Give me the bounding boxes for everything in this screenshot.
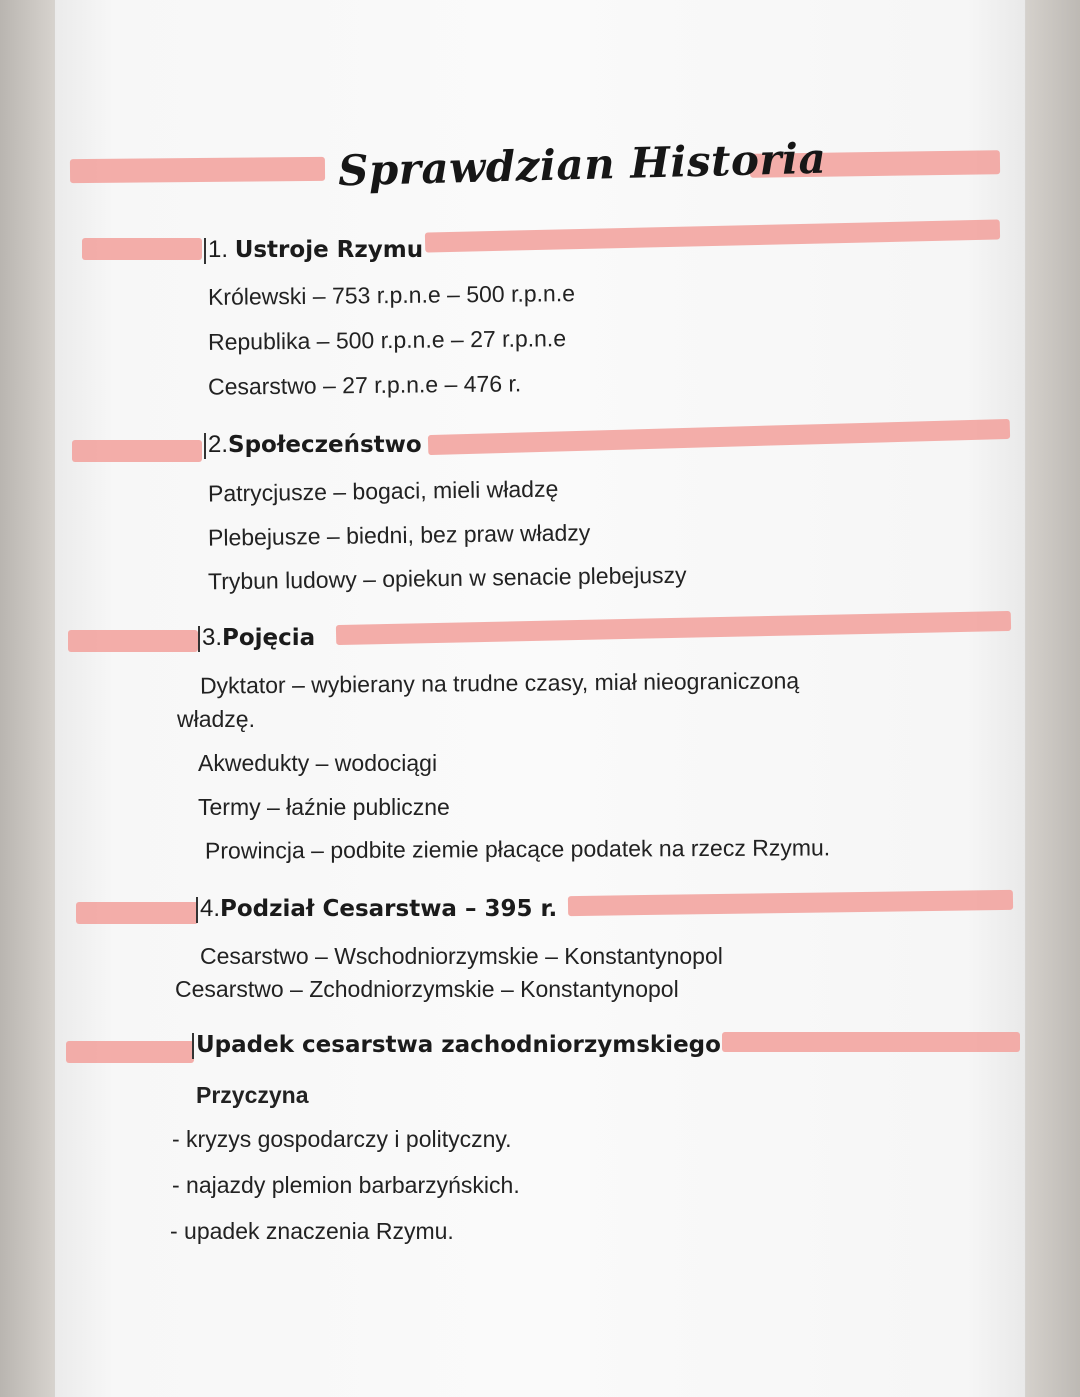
- page-title: Sprawdzian Historia: [337, 133, 827, 196]
- section-5-heading: [192, 1031, 721, 1059]
- section-4-item: Cesarstwo – Wschodniorzymskie – Konstantynopol: [200, 943, 723, 969]
- section-5-highlight-right: [722, 1032, 1020, 1052]
- section-3-title: Pojęcia: [222, 625, 316, 651]
- section-1-number: 1.: [208, 236, 229, 263]
- text-cursor: [198, 626, 200, 652]
- section-1-item: Republika – 500 r.p.n.e – 27 r.p.n.e: [207, 325, 567, 355]
- section-2-heading: [204, 431, 422, 459]
- section-5-highlight-left: [66, 1041, 194, 1063]
- section-5-item: - kryzys gospodarczy i polityczny.: [172, 1126, 512, 1152]
- section-3-item: Akwedukty – wodociągi: [198, 750, 438, 776]
- section-5-item: - najazdy plemion barbarzyńskich.: [172, 1172, 520, 1198]
- text-cursor: [204, 433, 206, 459]
- section-5-item: - upadek znaczenia Rzymu.: [170, 1218, 454, 1244]
- section-3-heading: [198, 624, 315, 652]
- section-3-highlight-left: [68, 630, 198, 652]
- section-3-item: Prowincja – podbite ziemie płacące podatek na rzecz Rzymu.: [204, 834, 831, 864]
- section-4-item: Cesarstwo – Zchodniorzymskie – Konstantynopol: [175, 976, 679, 1002]
- section-2-item: Patrycjusze – bogaci, mieli władzę: [207, 475, 559, 507]
- text-cursor: [196, 897, 198, 923]
- section-5-title: Upadek cesarstwa zachodniorzymskiego: [196, 1032, 721, 1058]
- section-1-title: Ustroje Rzymu: [234, 237, 424, 263]
- section-2-highlight-left: [72, 440, 202, 462]
- text-cursor: [204, 238, 206, 264]
- section-2-number: 2.: [208, 431, 229, 458]
- section-1-heading: [204, 236, 423, 264]
- background-right: [1025, 0, 1080, 1397]
- section-2-item: Trybun ludowy – opiekun w senacie plebejuszy: [207, 561, 687, 595]
- section-4-title: Podział Cesarstwa – 395 r.: [220, 896, 558, 922]
- title-highlight-left: [70, 157, 325, 183]
- section-3-number: 3.: [202, 624, 223, 651]
- section-4-heading: [196, 895, 557, 923]
- text-cursor: [192, 1033, 194, 1059]
- section-1-item: Królewski – 753 r.p.n.e – 500 r.p.n.e: [207, 280, 576, 310]
- section-4-highlight-left: [76, 902, 198, 924]
- background-left: [0, 0, 55, 1397]
- section-4-number: 4.: [200, 895, 221, 922]
- section-2-item: Plebejusze – biedni, bez praw władzy: [207, 519, 591, 551]
- section-3-item: władzę.: [177, 706, 255, 732]
- section-1-highlight-left: [82, 238, 202, 260]
- section-1-item: Cesarstwo – 27 r.p.n.e – 476 r.: [207, 370, 522, 400]
- section-3-item: Dyktator – wybierany na trudne czasy, miał nieograniczoną: [199, 667, 800, 699]
- section-5-subheading: Przyczyna: [196, 1082, 309, 1108]
- section-3-item: Termy – łaźnie publiczne: [198, 794, 450, 820]
- section-2-title: Społeczeństwo: [228, 432, 422, 458]
